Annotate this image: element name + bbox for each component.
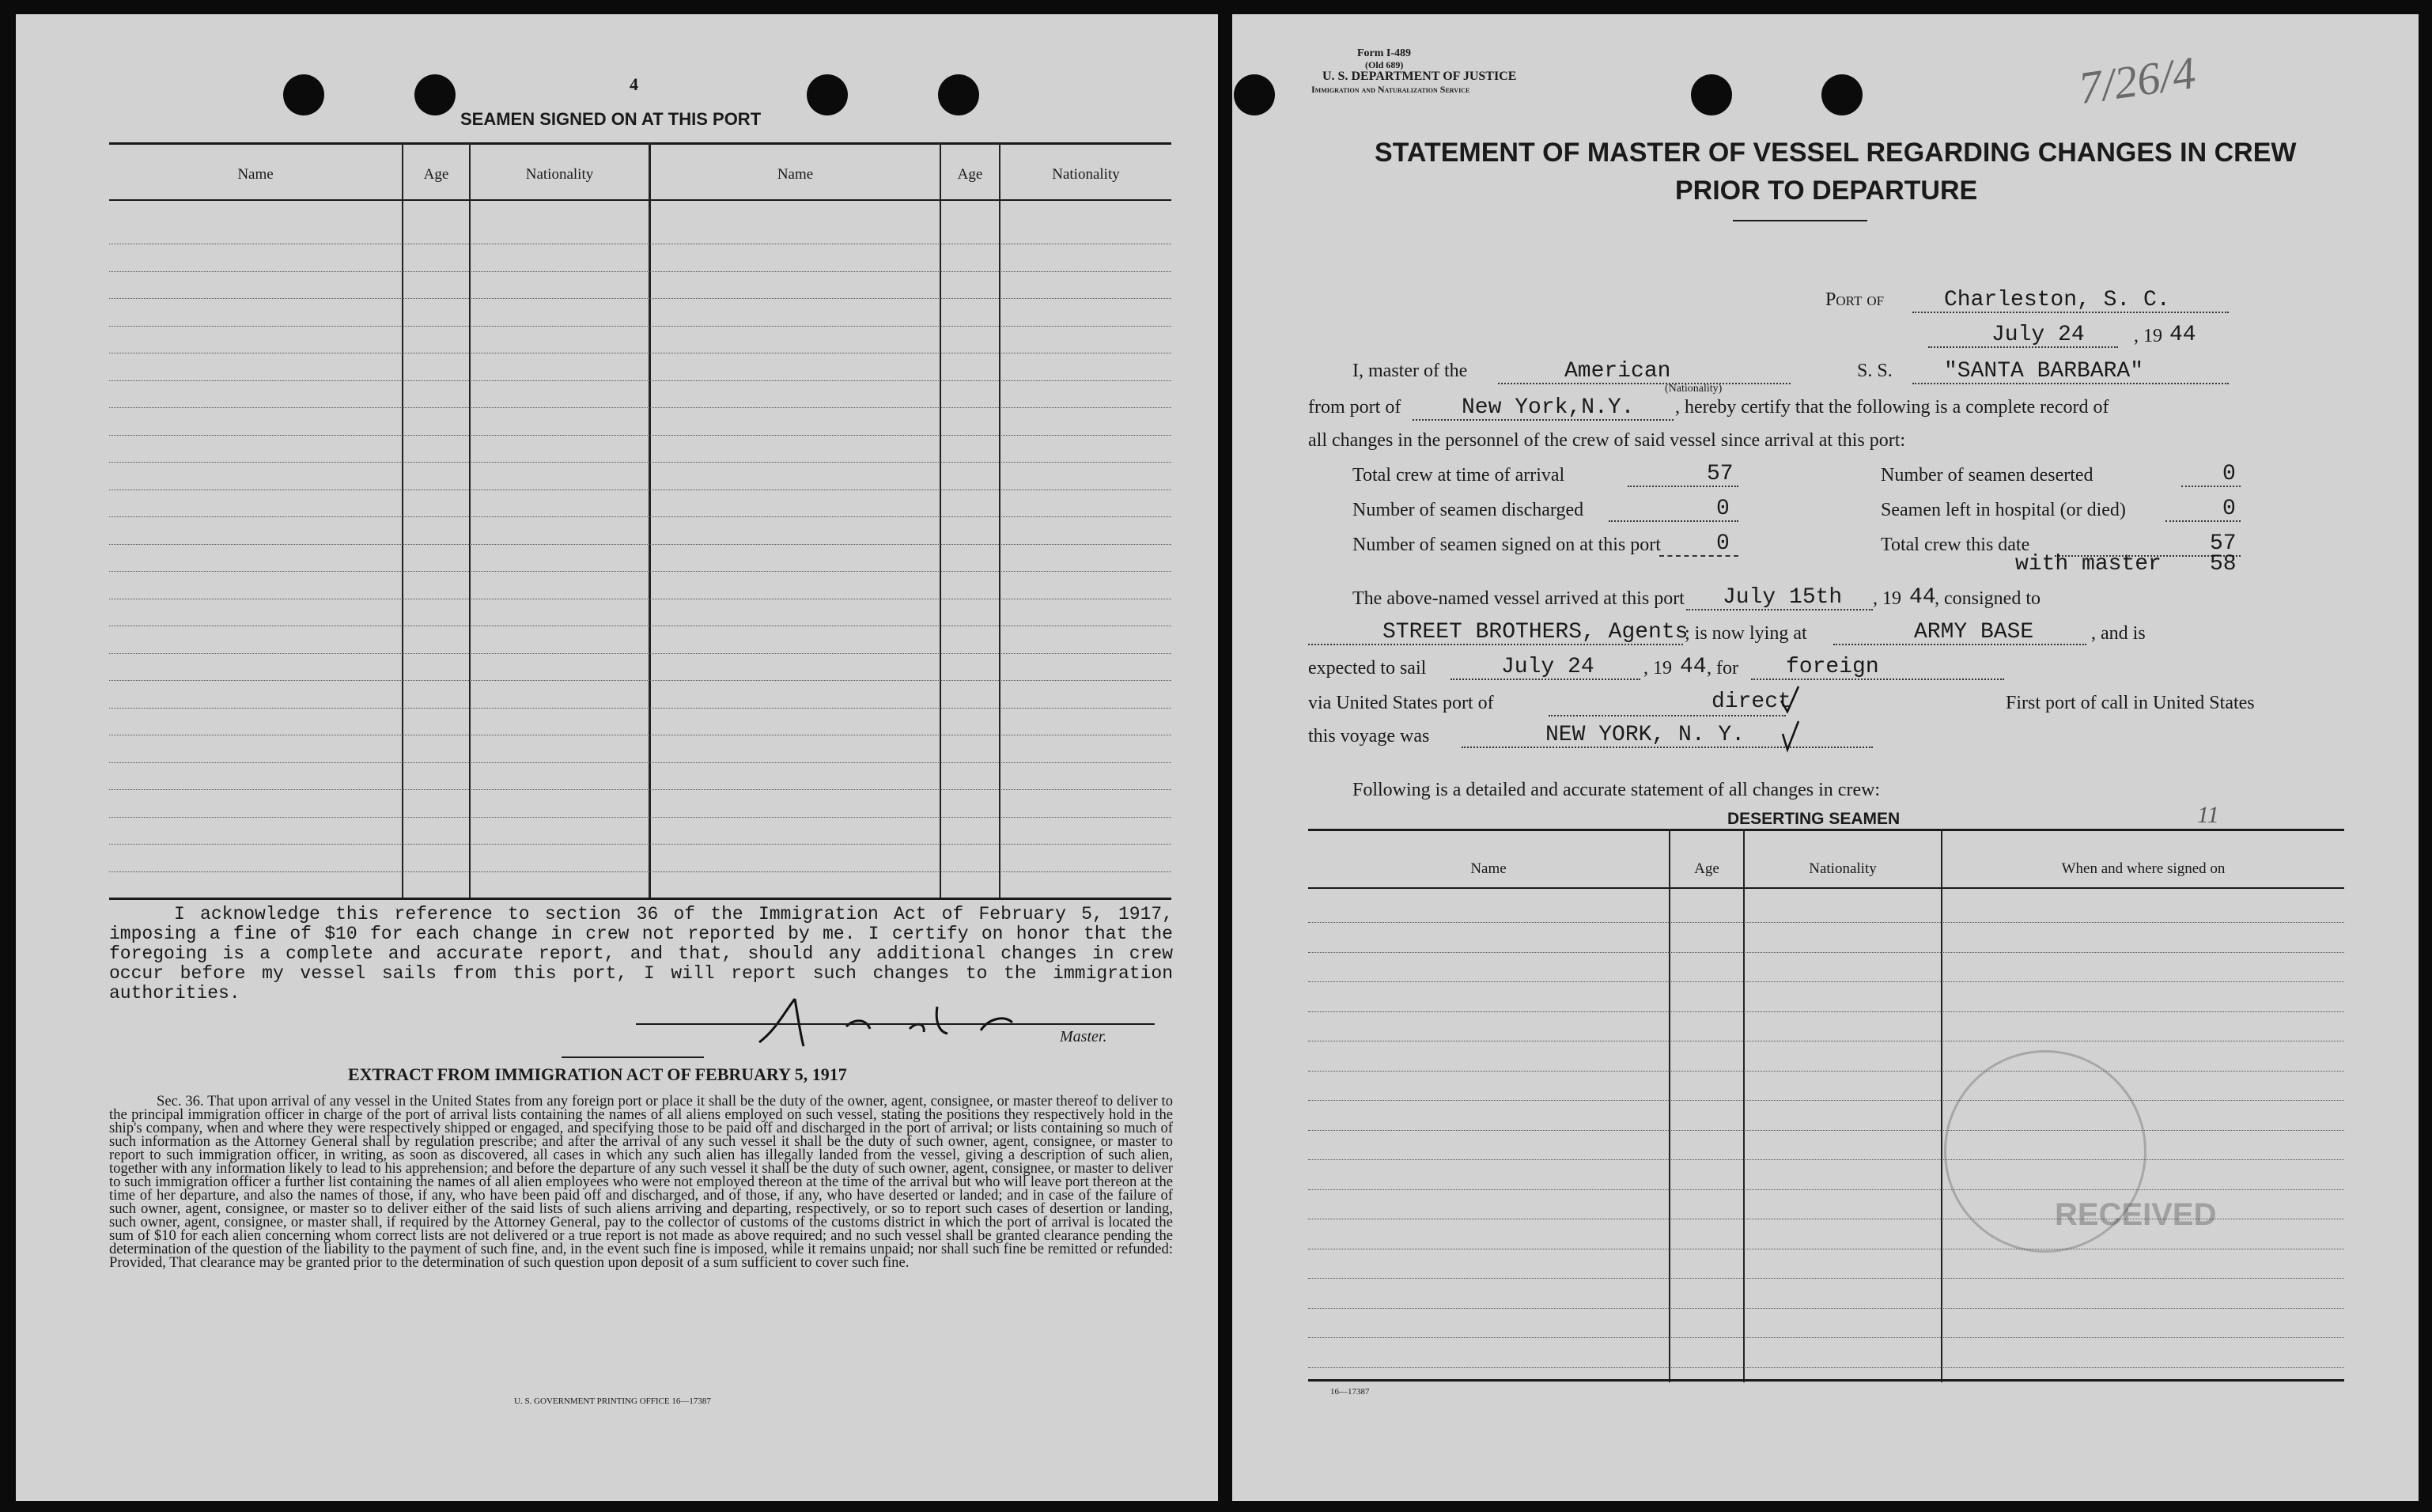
stat-value: 0 — [1716, 531, 1730, 556]
stat-label: Number of seamen discharged — [1352, 500, 1584, 520]
signature-line — [636, 1023, 1155, 1025]
table-row — [109, 544, 1171, 545]
table-row — [109, 271, 1171, 272]
stat-value: 57 — [1707, 462, 1734, 486]
divider — [562, 1057, 704, 1058]
punch-hole — [938, 74, 979, 115]
left-page — [16, 14, 1218, 1501]
table-top-border — [1308, 829, 2344, 831]
table-row — [1308, 1100, 2344, 1101]
column-divider — [940, 142, 941, 900]
port-label: Port of — [1825, 289, 1885, 310]
table-row — [1308, 1130, 2344, 1131]
extract-title: EXTRACT FROM IMMIGRATION ACT OF FEBRUARY 5, 1917 — [348, 1064, 847, 1084]
table-row — [109, 326, 1171, 327]
table-row — [1308, 1159, 2344, 1160]
page-number: 4 — [630, 74, 638, 94]
title-underline — [1733, 220, 1867, 221]
master-signature — [728, 983, 1036, 1054]
nationality-value: American — [1564, 359, 1671, 384]
column-divider — [469, 142, 471, 900]
table-row — [109, 407, 1171, 408]
table-row — [109, 708, 1171, 709]
stat-label: Seamen left in hospital (or died) — [1881, 500, 2126, 520]
acknowledgement-text: I acknowledge this reference to section 36 of the Immigration Act of February 5, 1917, imposing a fine of $10 for each change in crew not reported by me. I certify on honor that the foregoing is a complete and accurate report, and that, should any additional changes in crew occur before my vessel sails from this port, I will report such changes to the immigration authorities. — [109, 904, 1173, 1004]
punch-hole — [414, 74, 456, 115]
consignee-value: STREET BROTHERS, Agents — [1382, 620, 1689, 644]
column-header-name: Name — [1470, 860, 1507, 877]
column-divider — [402, 142, 403, 900]
column-divider — [1669, 829, 1670, 1382]
punch-hole — [1234, 74, 1275, 115]
expected-label: expected to sail — [1308, 658, 1427, 679]
table-row — [109, 680, 1171, 681]
consigned-label: , consigned to — [1935, 588, 2041, 609]
form-number: Form I-489 — [1357, 47, 1412, 59]
handwritten-mark: 11 — [2197, 802, 2219, 828]
sail-year: 44 — [1680, 655, 1707, 679]
from-port-label: from port of — [1308, 397, 1401, 418]
column-divider — [1941, 829, 1942, 1382]
table-row — [1308, 1189, 2344, 1190]
column-header-name: Name — [237, 166, 274, 183]
stat-value: 0 — [2222, 462, 2236, 486]
via-label: via United States port of — [1308, 693, 1494, 713]
column-divider — [999, 142, 1000, 900]
punch-hole — [283, 74, 324, 115]
first-port-label: First port of call in United States — [2006, 693, 2255, 713]
arrived-date: July 15th — [1723, 585, 1843, 610]
table-row — [1308, 1337, 2344, 1338]
right-page — [1232, 14, 2419, 1501]
table-row — [109, 653, 1171, 654]
port-value: Charleston, S. C. — [1944, 288, 2170, 312]
table-row — [1308, 1071, 2344, 1072]
sail-year-prefix: , 19 — [1643, 658, 1672, 679]
stat-label: Number of seamen deserted — [1881, 465, 2093, 486]
table-row — [1308, 1367, 2344, 1368]
table-header-border — [109, 199, 1171, 201]
lying-value: ARMY BASE — [1914, 620, 2034, 644]
voyage-label: this voyage was — [1308, 726, 1430, 747]
table-row — [1308, 981, 2344, 982]
for-label: , for — [1707, 658, 1738, 679]
column-header-age: Age — [423, 166, 449, 183]
from-port-value: New York,N.Y. — [1462, 395, 1635, 420]
column-header-nationality: Nationality — [1052, 166, 1120, 183]
table-row — [109, 462, 1171, 463]
column-header-when-where-signed: When and where signed on — [2061, 860, 2226, 877]
and-is-label: , and is — [2091, 623, 2146, 644]
column-header-age: Age — [957, 166, 983, 183]
table-bottom-border — [109, 898, 1171, 900]
form-title-line2: PRIOR TO DEPARTURE — [1675, 176, 1978, 206]
check-mark-icon — [1778, 683, 1802, 715]
column-divider — [649, 142, 651, 900]
service-name: Immigration and Naturalization Service — [1311, 84, 1470, 95]
table-row — [109, 435, 1171, 436]
column-header-age: Age — [1694, 860, 1719, 877]
stat-value: 57 — [2210, 531, 2237, 556]
table-row — [109, 844, 1171, 845]
table-header-border — [1308, 887, 2344, 889]
following-text: Following is a detailed and accurate statement of all changes in crew: — [1352, 780, 1881, 800]
lying-label: ; is now lying at — [1685, 623, 1807, 644]
year-prefix: , 19 — [2134, 326, 2162, 346]
table-row — [1308, 1308, 2344, 1309]
master-label: Master. — [1060, 1028, 1107, 1045]
with-master-value: 58 — [2210, 552, 2237, 576]
table-bottom-border — [1308, 1379, 2344, 1382]
master-of-label: I, master of the — [1352, 361, 1468, 381]
punch-hole — [1821, 74, 1863, 115]
form-title-line1: STATEMENT OF MASTER OF VESSEL REGARDING CHANGES IN CREW — [1375, 138, 2297, 168]
table-row — [1308, 922, 2344, 923]
deserting-seamen-table — [1308, 829, 2344, 1382]
column-header-nationality: Nationality — [525, 166, 594, 183]
arrived-label: The above-named vessel arrived at this port — [1352, 588, 1685, 609]
section-title: SEAMEN SIGNED ON AT THIS PORT — [460, 109, 762, 129]
stat-value: 0 — [1716, 497, 1730, 521]
arrived-year: 44 — [1909, 585, 1936, 610]
nationality-caption: (Nationality) — [1665, 383, 1723, 395]
table-row — [109, 516, 1171, 517]
arrived-year-prefix: , 19 — [1873, 588, 1901, 609]
received-stamp-text: RECEIVED — [2055, 1197, 2217, 1232]
voyage-value: NEW YORK, N. Y. — [1545, 723, 1746, 747]
sail-date: July 24 — [1501, 655, 1594, 679]
check-mark-icon — [1778, 718, 1802, 753]
table-row — [109, 380, 1171, 381]
table-row — [109, 789, 1171, 790]
certify-text: , hereby certify that the following is a complete record of — [1675, 397, 2109, 418]
date-value: July 24 — [1991, 323, 2085, 347]
column-header-nationality: Nationality — [1809, 860, 1877, 877]
table-row — [1308, 952, 2344, 953]
deserting-seamen-title: DESERTING SEAMEN — [1727, 810, 1901, 828]
seamen-signed-on-table — [109, 142, 1171, 900]
stat-label: Total crew at time of arrival — [1352, 465, 1565, 486]
stat-value: 0 — [2222, 497, 2236, 521]
department-name: U. S. DEPARTMENT OF JUSTICE — [1322, 70, 1517, 83]
ship-name-value: "SANTA BARBARA" — [1944, 359, 2144, 384]
table-row — [109, 762, 1171, 763]
stat-label: Number of seamen signed on at this port — [1352, 535, 1661, 555]
table-row — [109, 571, 1171, 572]
for-value: foreign — [1786, 655, 1879, 679]
punch-hole — [807, 74, 848, 115]
column-divider — [1743, 829, 1745, 1382]
table-row — [1308, 1011, 2344, 1012]
table-row — [109, 871, 1171, 872]
punch-hole — [1691, 74, 1732, 115]
ss-label: S. S. — [1857, 361, 1893, 381]
column-header-name: Name — [777, 166, 814, 183]
table-row — [109, 817, 1171, 818]
table-top-border — [109, 142, 1171, 145]
form-old-number: (Old 689) — [1365, 59, 1404, 70]
extract-text: Sec. 36. That upon arrival of any vessel in the United States from any foreign port or place it shall be the duty of the owner, agent, consignee, or master thereof to deliver to the principal immigration officer in charge of the port of arrival lists containing the names of all aliens employed on such vessel, stating the positions they respectively hold in the ship's company, when and where they were respectively shipped or engaged, and specifying those to be paid off and discharged in the port of arrival; or lists containing so much of such information as the Attorney General shall by regulation prescribe; and after the arrival of any such vessel it shall be the duty of such owner, agent, consignee, or master to report to such immigration officer, in writing, as soon as discovered, all cases in which any such alien has illegally landed from the vessel, giving a description of such alien, together with any information likely to lead to his apprehension; and before the departure of any such vessel it shall be the duty of such owner, agent, consignee, or master to deliver to such immigration officer a further list containing the names of all alien employees who were not employed thereon at the time of the arrival but who will leave port thereon at the time of her departure, and also the names of those, if any, who have been paid off and discharged, and of those, if any, who have deserted or landed; and in case of the failure of such owner, agent, consignee, or master so to deliver either of the said lists of such aliens arriving and departing, respectively, or so to report such cases of desertion or landing, such owner, agent, consignee, or master shall, if required by the Attorney General, pay to the collector of customs of the customs district in which the port of arrival is located the sum of $10 for each alien concerning whom correct lists are not delivered or a true report is not made as above required; and no such vessel shall be granted clearance pending the determination of the question of the liability to the payment of such fine, and, in the event such fine is imposed, while it remains unpaid; nor shall such fine be remitted or refunded: Provided, That clearance may be granted prior to the determination of such question upon deposit of a sum sufficient to cover such fine. — [109, 1093, 1173, 1271]
table-row — [109, 298, 1171, 299]
year-value: 44 — [2169, 323, 2196, 347]
with-master-label: with master — [2015, 552, 2162, 576]
printer-note: 16—17387 — [1330, 1387, 1370, 1397]
printer-note: U. S. GOVERNMENT PRINTING OFFICE 16—17387 — [514, 1397, 711, 1406]
stat-label: Total crew this date — [1881, 535, 2030, 555]
via-value: direct — [1711, 690, 1791, 714]
table-row — [1308, 1278, 2344, 1279]
certify-text-2: all changes in the personnel of the crew of said vessel since arrival at this port: — [1308, 430, 1906, 451]
handwritten-corner-note: 7/26/4 — [2075, 47, 2199, 114]
